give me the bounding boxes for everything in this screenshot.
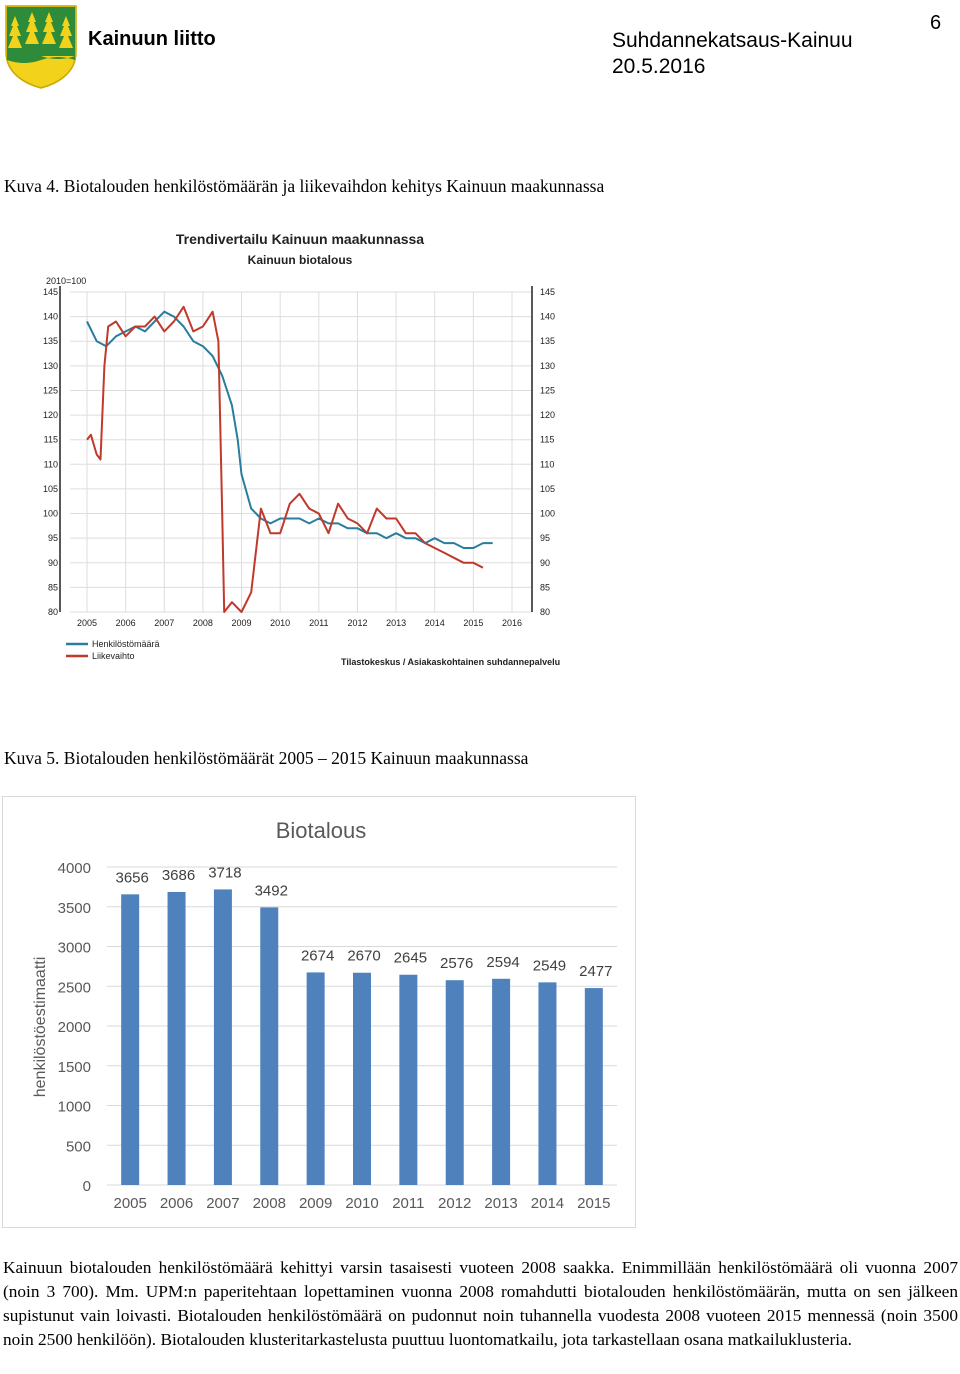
chart1-x-tick-label: 2010 bbox=[270, 618, 291, 628]
chart1-y-tick-label-right: 120 bbox=[540, 410, 556, 421]
chart1-y-tick-label: 85 bbox=[47, 582, 58, 593]
chart1-y-tick-label: 80 bbox=[47, 607, 58, 617]
chart1-source: Tilastokeskus / Asiakaskohtainen suhdannepalvelu bbox=[341, 657, 561, 667]
data-label-2012: 2576 bbox=[440, 955, 474, 973]
chart2-title: Biotalous bbox=[275, 818, 367, 843]
chart1-y-ticks-right bbox=[540, 287, 555, 617]
chart2-y-tick-label: 3000 bbox=[57, 939, 91, 957]
chart2-y-tick-label: 0 bbox=[82, 1178, 91, 1195]
chart1-x-tick-label: 2011 bbox=[309, 618, 329, 628]
chart1-y-tick-label-right: 80 bbox=[540, 607, 551, 617]
chart1-x-tick-label: 2014 bbox=[424, 618, 445, 628]
data-label-2007: 3718 bbox=[208, 864, 242, 882]
bar-2014 bbox=[538, 982, 556, 1185]
data-label-2013: 2594 bbox=[486, 953, 520, 971]
bar-2012 bbox=[446, 980, 464, 1185]
legend-liikevaihto-label: Liikevaihto bbox=[92, 651, 135, 661]
chart1-y-tick-label-right: 125 bbox=[540, 385, 556, 396]
coat-of-arms-logo bbox=[4, 4, 78, 90]
report-date: 20.5.2016 bbox=[612, 55, 706, 78]
chart1-series bbox=[87, 307, 493, 612]
chart1-x-tick-label: 2015 bbox=[463, 618, 484, 628]
body-paragraph: Kainuun biotalouden henkilöstömäärä kehittyi varsin tasaisesti vuoteen 2008 saakka. Enimmillään henkilöstömäärä oli vuonna 2007 (noin 3 700). Mm. UPM:n paperitehtaan lopettaminen vuonna 2008 romahdutti biotalouden henkilöstömäärän, mutta on sen jälkeen supistunut vain loivasti. Biotalouden henkilöstömäärä on pudonnut noin tuhannella vuodesta 2008 vuoteen 2015 mennessä (noin 3500 noin 2500 henkilöön). Biotalouden klusteritarkastelusta puuttuu luontomatkailu, jota tarkastellaan osana matkailuklusteria. bbox=[3, 1258, 958, 1349]
bar-2011 bbox=[399, 975, 417, 1185]
organization-name: Kainuun liitto bbox=[88, 28, 216, 50]
chart1-y-tick-label: 110 bbox=[43, 459, 58, 470]
series-line-liikevaihto bbox=[87, 307, 483, 612]
series-line-henkilosto bbox=[87, 312, 493, 548]
chart1-x-ticks bbox=[77, 618, 522, 628]
chart1-x-tick-label: 2013 bbox=[386, 618, 407, 628]
chart1-y-tick-label: 130 bbox=[42, 360, 58, 371]
data-label-2006: 3686 bbox=[161, 866, 196, 884]
bar-2015 bbox=[585, 988, 603, 1185]
bar-2007 bbox=[214, 889, 232, 1185]
data-label-2008: 3492 bbox=[254, 882, 288, 900]
x-tick-2011: 2011 bbox=[392, 1195, 425, 1212]
x-tick-2008: 2008 bbox=[252, 1195, 286, 1212]
chart1-y-tick-label: 145 bbox=[42, 287, 58, 297]
chart1-y-tick-label-right: 105 bbox=[540, 483, 556, 494]
bar-2009 bbox=[307, 972, 325, 1185]
report-title: Suhdannekatsaus-Kainuu bbox=[612, 29, 853, 52]
chart1-y-tick-label-right: 130 bbox=[540, 360, 556, 371]
x-tick-2006: 2006 bbox=[159, 1195, 194, 1212]
chart2-y-tick-label: 500 bbox=[65, 1138, 91, 1156]
chart1-y-tick-label-right: 110 bbox=[540, 459, 555, 470]
chart1-y-tick-label-right: 85 bbox=[540, 582, 551, 593]
chart1-gridlines bbox=[60, 286, 532, 612]
data-label-2014: 2549 bbox=[532, 957, 567, 975]
x-tick-2010: 2010 bbox=[345, 1195, 379, 1212]
bar-2013 bbox=[492, 979, 510, 1185]
chart2-bars bbox=[121, 889, 603, 1185]
chart1-y-tick-label-right: 90 bbox=[540, 557, 551, 568]
x-tick-2015: 2015 bbox=[577, 1195, 611, 1212]
chart1-x-tick-label: 2012 bbox=[347, 618, 368, 628]
chart1-subtitle: Kainuun biotalous bbox=[247, 253, 353, 267]
data-label-2011: 2645 bbox=[393, 949, 428, 967]
chart1-y-tick-label: 95 bbox=[47, 533, 58, 544]
chart1-y-tick-label: 125 bbox=[42, 385, 58, 396]
x-tick-2009: 2009 bbox=[298, 1195, 333, 1212]
chart1-y-tick-label: 140 bbox=[42, 311, 58, 322]
chart1-y-tick-label-right: 95 bbox=[540, 533, 551, 544]
bar-2008 bbox=[260, 907, 278, 1185]
chart2-y-axis-label: henkilöstöestimaatti bbox=[32, 956, 49, 1098]
bar-2006 bbox=[168, 892, 186, 1185]
bar-2010 bbox=[353, 973, 371, 1185]
data-label-2010: 2670 bbox=[347, 947, 381, 965]
chart1-y-tick-label: 120 bbox=[42, 410, 58, 421]
chart2-y-tick-label: 2000 bbox=[57, 1019, 91, 1036]
chart1-x-tick-label: 2008 bbox=[192, 618, 213, 628]
chart1-legend bbox=[66, 639, 160, 661]
legend-henkilosto-label: Henkilöstömäärä bbox=[92, 639, 160, 649]
chart1-y-tick-label-right: 140 bbox=[540, 311, 556, 322]
x-tick-2007: 2007 bbox=[206, 1195, 240, 1212]
chart2-y-tick-label: 3500 bbox=[57, 899, 91, 917]
data-label-2009: 2674 bbox=[300, 947, 335, 965]
chart2-y-tick-label: 1000 bbox=[57, 1098, 91, 1116]
chart2-y-tick-label: 1500 bbox=[57, 1058, 91, 1076]
chart1-y-tick-label: 90 bbox=[47, 557, 58, 568]
chart1-y-tick-label: 100 bbox=[42, 508, 58, 519]
data-label-2015: 2477 bbox=[579, 963, 613, 981]
x-tick-2005: 2005 bbox=[113, 1195, 147, 1212]
x-tick-2012: 2012 bbox=[438, 1195, 472, 1212]
figure-5-caption: Kuva 5. Biotalouden henkilöstömäärät 2005 – 2015 Kainuun maakunnassa bbox=[4, 748, 529, 768]
chart1-y-tick-label-right: 135 bbox=[540, 336, 556, 347]
chart1-y-tick-label: 135 bbox=[42, 336, 58, 347]
chart2-x-ticks bbox=[113, 1195, 610, 1212]
chart2-data-labels bbox=[115, 864, 612, 980]
chart1-y-tick-label: 115 bbox=[43, 434, 58, 445]
chart2-y-ticks bbox=[58, 860, 91, 1195]
data-label-2005: 3656 bbox=[115, 869, 149, 887]
bar-2005 bbox=[121, 894, 139, 1185]
x-tick-2013: 2013 bbox=[484, 1195, 518, 1212]
page-number: 6 bbox=[930, 12, 942, 34]
report-header bbox=[612, 28, 853, 80]
bar-chart-frame bbox=[2, 796, 636, 1228]
chart1-y-tick-label-right: 100 bbox=[540, 508, 556, 519]
chart1-x-tick-label: 2005 bbox=[76, 618, 98, 628]
chart1-y-ticks-left bbox=[43, 287, 58, 617]
chart1-x-tick-label: 2007 bbox=[154, 618, 175, 628]
chart1-x-tick-label: 2016 bbox=[501, 618, 523, 628]
chart1-y-tick-label: 105 bbox=[42, 483, 58, 494]
trend-line-chart bbox=[30, 222, 590, 672]
chart2-y-tick-label: 4000 bbox=[57, 860, 91, 877]
chart1-y-tick-label-right: 115 bbox=[540, 434, 555, 445]
chart1-x-tick-label: 2006 bbox=[115, 618, 136, 628]
biotalous-bar-chart bbox=[3, 797, 637, 1229]
figure-4-caption: Kuva 4. Biotalouden henkilöstömäärän ja liikevaihdon kehitys Kainuun maakunnassa bbox=[4, 176, 605, 196]
x-tick-2014: 2014 bbox=[530, 1195, 565, 1212]
chart2-y-tick-label: 2500 bbox=[57, 979, 91, 997]
chart1-y-tick-label-right: 145 bbox=[540, 287, 556, 297]
chart1-title: Trendivertailu Kainuun maakunnassa bbox=[175, 231, 425, 247]
chart1-index-label: 2010=100 bbox=[46, 276, 87, 286]
chart1-x-tick-label: 2009 bbox=[231, 618, 252, 628]
